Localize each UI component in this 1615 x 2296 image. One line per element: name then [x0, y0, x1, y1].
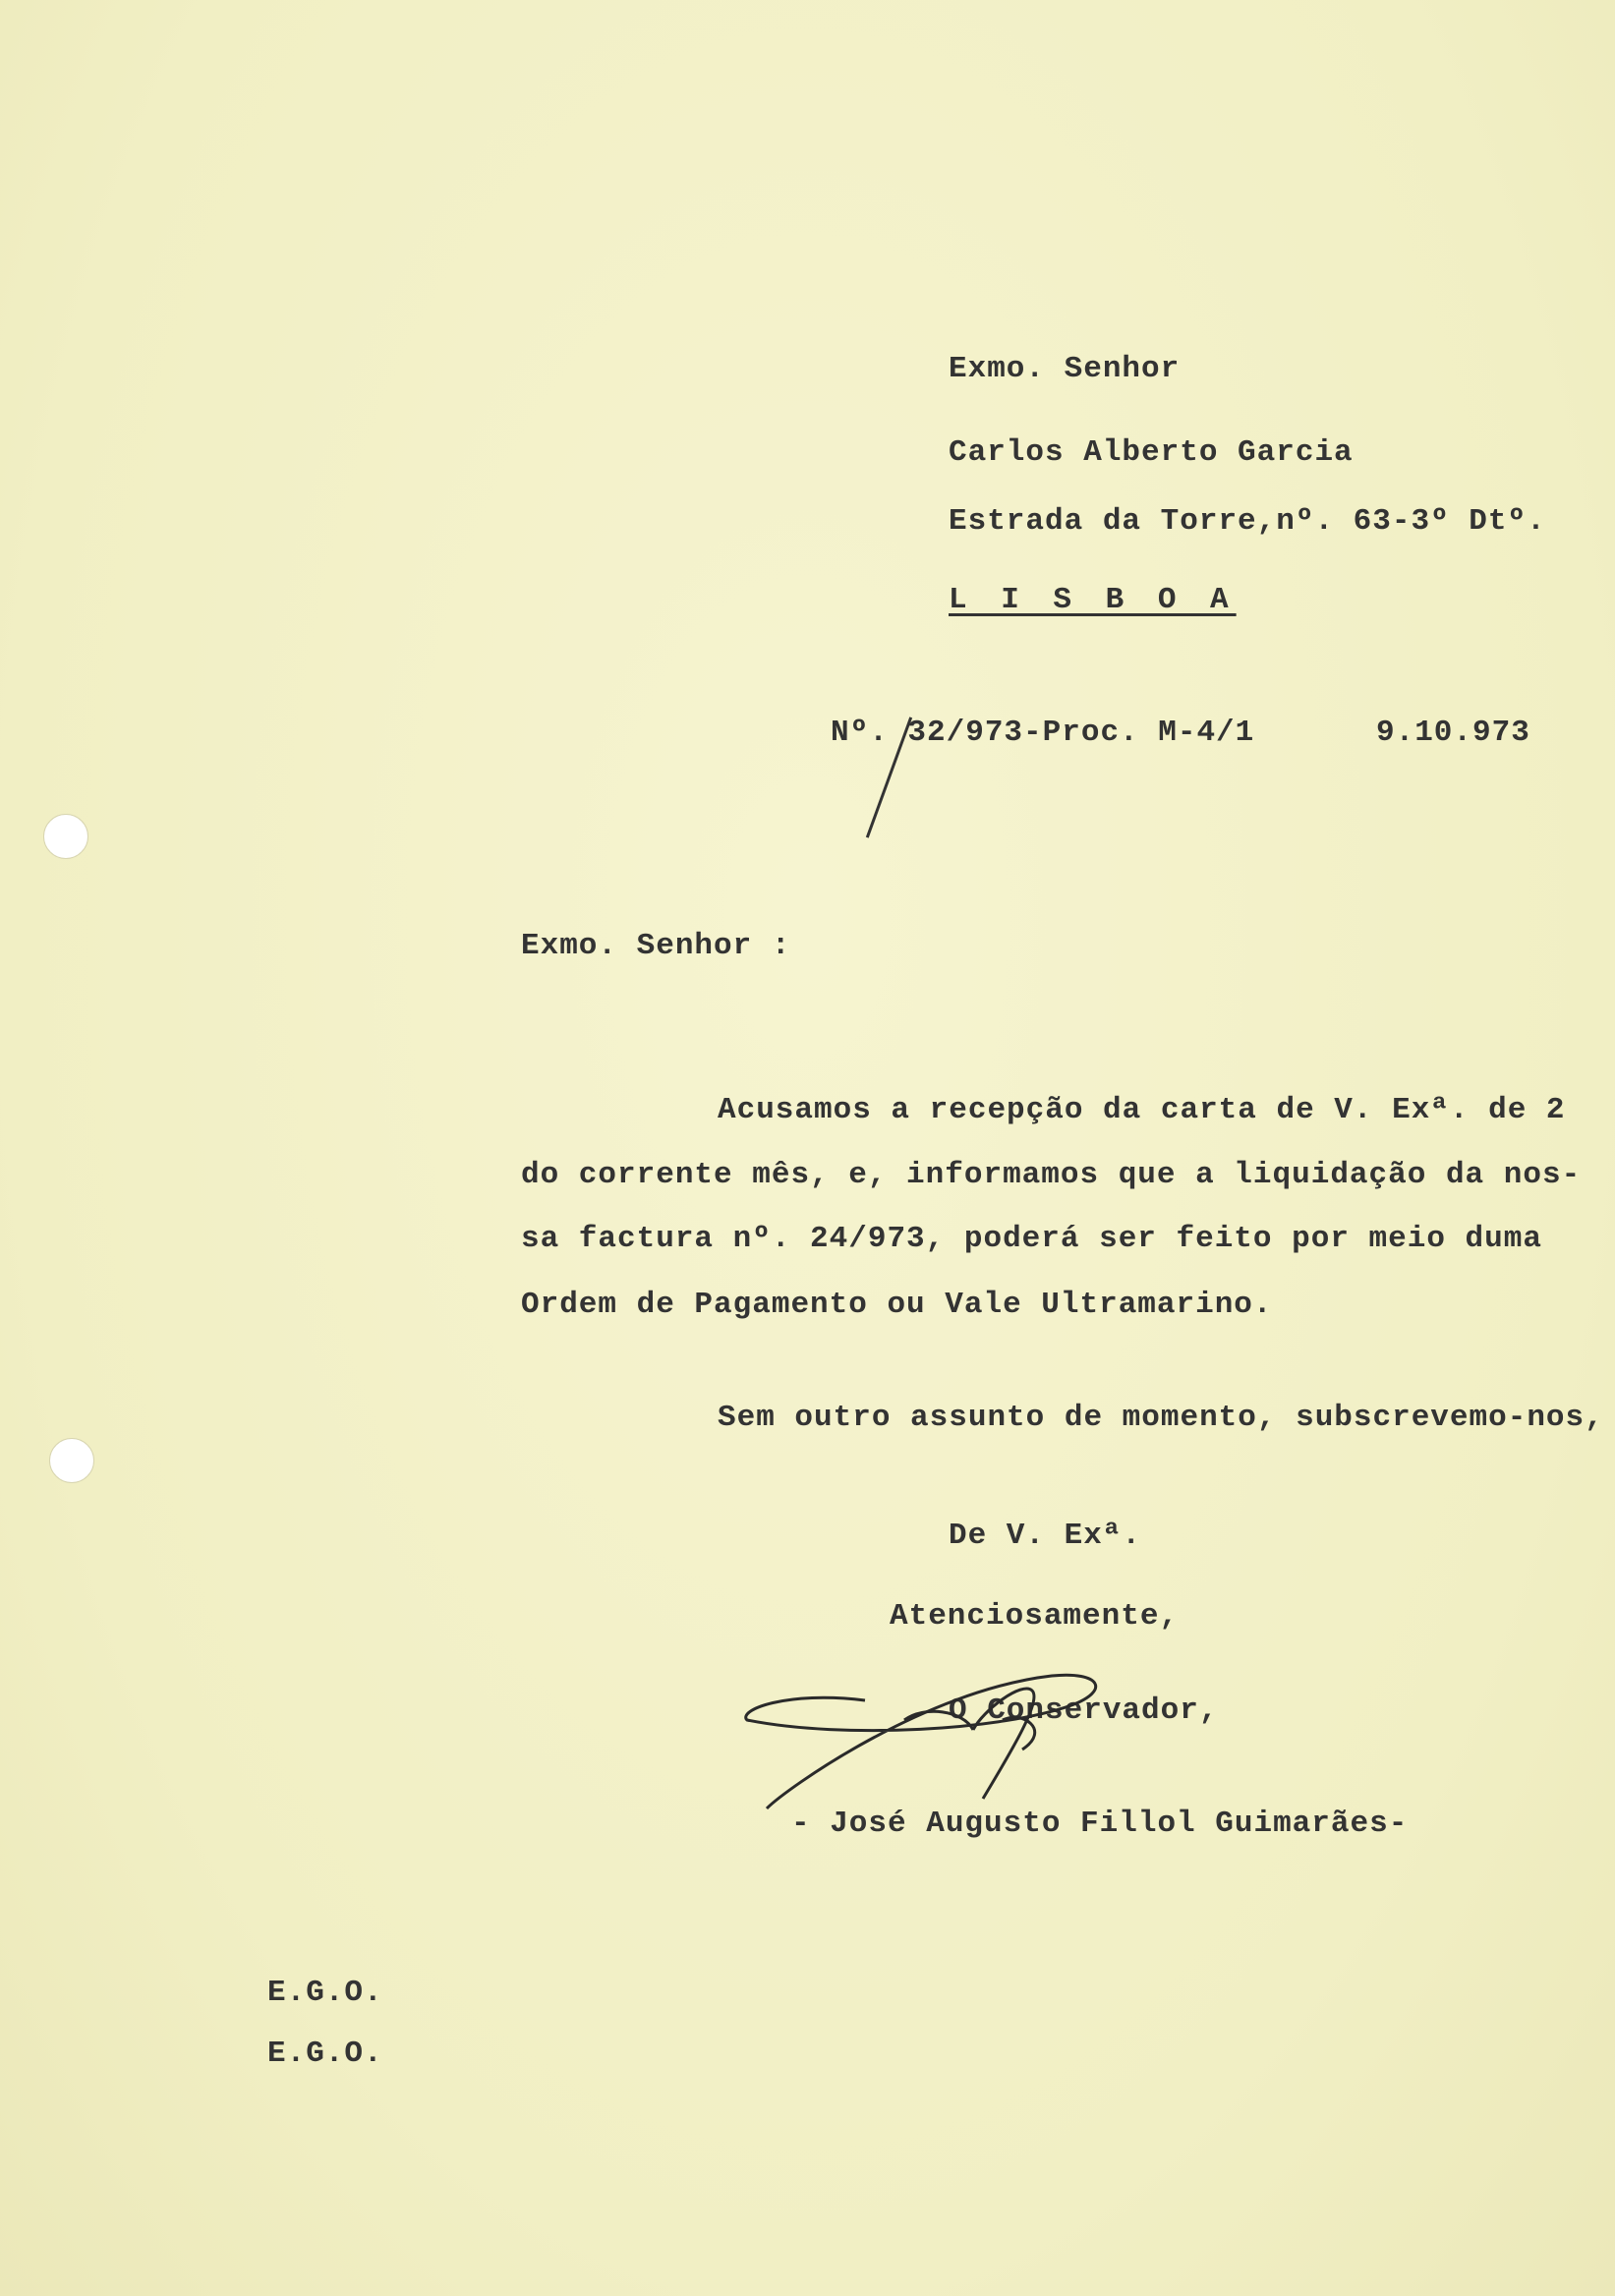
closing-title: O Conservador, — [949, 1693, 1219, 1728]
closing-line-2: De V. Exª. — [949, 1519, 1142, 1553]
recipient-salutation: Exmo. Senhor — [949, 352, 1181, 386]
greeting: Exmo. Senhor : — [521, 929, 791, 963]
reference-date: 9.10.973 — [1376, 716, 1530, 750]
recipient-address: Estrada da Torre,nº. 63-3º Dtº. — [949, 504, 1546, 539]
footer-initials-2: E.G.O. — [267, 2037, 383, 2071]
body-line-2: do corrente mês, e, informamos que a liquidação da nos- — [521, 1158, 1582, 1192]
punch-hole-top — [43, 814, 88, 859]
body-line-4: Ordem de Pagamento ou Vale Ultramarino. — [521, 1288, 1273, 1322]
handwritten-signature — [727, 1396, 1239, 1867]
body-line-3: sa factura nº. 24/973, poderá ser feito por meio duma — [521, 1222, 1542, 1256]
closing-line-1: Sem outro assunto de momento, subscrevemo-nos, — [718, 1401, 1604, 1435]
footer-initials-1: E.G.O. — [267, 1976, 383, 2010]
recipient-city: L I S B O A — [949, 583, 1237, 617]
punch-hole-bottom — [49, 1438, 94, 1483]
closing-line-3: Atenciosamente, — [890, 1599, 1180, 1634]
signatory-name: - José Augusto Fillol Guimarães- — [791, 1807, 1409, 1841]
recipient-name: Carlos Alberto Garcia — [949, 435, 1354, 470]
reference-number: Nº. 32/973-Proc. M-4/1 — [831, 716, 1255, 750]
body-line-1: Acusamos a recepção da carta de V. Exª. de 2 — [718, 1093, 1566, 1127]
